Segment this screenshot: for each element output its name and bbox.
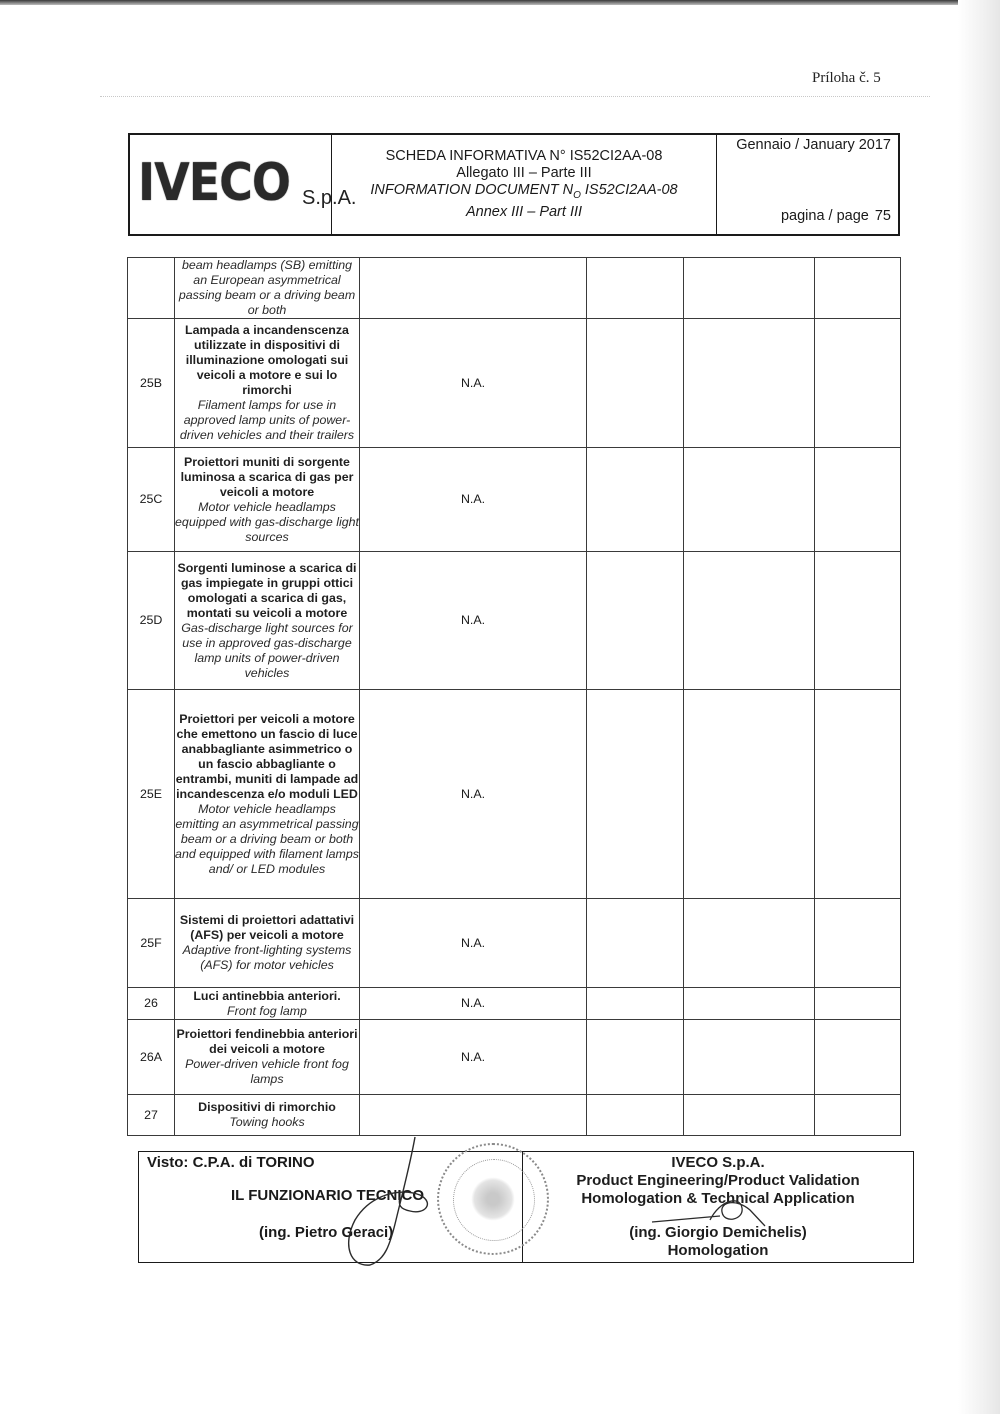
row-cell-c: [815, 448, 901, 552]
description-en: Motor vehicle headlamps emitting an asymmetrical passing beam or a driving beam or both and equipped with filament lamps and/ or LED modules: [175, 801, 359, 876]
table-row: [128, 552, 901, 690]
row-id: 25C: [128, 448, 175, 552]
page-indicator: [781, 208, 891, 224]
row-cell-b: [684, 899, 815, 988]
row-cell-a: [587, 258, 684, 319]
row-cell-b: [684, 319, 815, 448]
row-description: [175, 319, 360, 448]
table-row: [128, 258, 901, 319]
table-row: [128, 899, 901, 988]
manufacturer-signatory-role: Homologation: [667, 1242, 769, 1259]
logo-suffix: S.p.A.: [302, 187, 357, 209]
annex-label: Príloha č. 5: [812, 70, 881, 86]
description-it: Sistemi di proiettori adattativi (AFS) per veicoli a motore: [179, 913, 355, 942]
row-cell-c: [815, 899, 901, 988]
manufacturer-company: IVECO S.p.A.: [671, 1154, 765, 1171]
dotted-rule: [100, 96, 930, 97]
description-it: Proiettori fendinebbia anteriori dei veicoli a motore: [176, 1027, 358, 1056]
manufacturer-dept-1: Product Engineering/Product Validation: [576, 1172, 860, 1189]
row-id: 25F: [128, 899, 175, 988]
row-description: [175, 258, 360, 319]
row-cell-a: [587, 448, 684, 552]
row-cell-a: [587, 690, 684, 899]
official-stamp-icon: [437, 1143, 549, 1255]
page-label: pagina / page: [780, 208, 869, 224]
row-description: [175, 988, 360, 1020]
approval-role: IL FUNZIONARIO TECNICO: [231, 1187, 425, 1204]
description-en: beam headlamps (SB) emitting an European asymmetrical passing beam or a driving beam or both: [178, 258, 356, 317]
document-title: [332, 135, 717, 234]
row-description: [175, 1095, 360, 1136]
document-header: [128, 133, 900, 236]
description-en: Power-driven vehicle front fog lamps: [185, 1057, 349, 1086]
row-value: N.A.: [360, 899, 587, 988]
description-it: Luci antinebbia anteriori.: [193, 988, 341, 1003]
row-cell-c: [815, 988, 901, 1020]
row-cell-a: [587, 899, 684, 988]
row-cell-a: [587, 1095, 684, 1136]
row-description: [175, 552, 360, 690]
row-cell-a: [587, 1020, 684, 1095]
row-cell-a: [587, 988, 684, 1020]
row-value: [360, 258, 587, 319]
row-description: [175, 690, 360, 899]
iveco-logo: IVECO: [138, 152, 291, 213]
row-cell-c: [815, 258, 901, 319]
description-it: Proiettori muniti di sorgente luminosa a scarica di gas per veicoli a motore: [180, 454, 354, 499]
title-line-1: SCHEDA INFORMATIVA N° IS52CI2AA-08: [385, 148, 663, 164]
approval-visto: Visto: C.P.A. di TORINO: [147, 1154, 315, 1171]
manufacturer-signatory: (ing. Giorgio Demichelis): [629, 1224, 807, 1241]
row-value: N.A.: [360, 690, 587, 899]
row-value: N.A.: [360, 448, 587, 552]
row-cell-a: [587, 552, 684, 690]
row-description: [175, 899, 360, 988]
manufacturer-approval-box: [522, 1151, 914, 1263]
row-cell-b: [684, 1020, 815, 1095]
description-en: Front fog lamp: [227, 1003, 307, 1018]
title-line-4: Annex III – Part III: [465, 203, 583, 220]
description-en: Adaptive front-lighting systems (AFS) for motor vehicles: [182, 943, 352, 972]
title-line-2: Allegato III – Parte III: [456, 165, 592, 181]
row-value: N.A.: [360, 988, 587, 1020]
title-line-3-tail: IS52CI2AA-08: [580, 182, 678, 198]
table-row: [128, 319, 901, 448]
row-id: 27: [128, 1095, 175, 1136]
approval-name: (ing. Pietro Geraci): [259, 1224, 394, 1241]
scan-edge-top: [0, 0, 1000, 5]
row-id: 25B: [128, 319, 175, 448]
row-cell-c: [815, 1095, 901, 1136]
table-row: [128, 1020, 901, 1095]
row-value: N.A.: [360, 552, 587, 690]
description-en: Motor vehicle headlamps equipped with gas-discharge light sources: [175, 499, 359, 544]
row-cell-b: [684, 690, 815, 899]
description-en: Gas-discharge light sources for use in approved gas-discharge lamp units of power-driven vehicles: [181, 620, 353, 680]
description-en: Towing hooks: [229, 1115, 305, 1129]
row-cell-a: [587, 319, 684, 448]
document-date: Gennaio / January 2017: [736, 137, 891, 153]
row-id: [128, 258, 175, 319]
row-cell-b: [684, 552, 815, 690]
description-it: Sorgenti luminose a scarica di gas impiegate in gruppi ottici omologati a scarica di gas, montati su veicoli a motore: [177, 560, 357, 620]
description-it: Proiettori per veicoli a motore che emettono un fascio di luce anabbagliante asimmetrico o un fascio abbagliante o entrambi, muniti di lampade ad incandescenza e/o moduli LED: [175, 711, 359, 801]
spec-table: [127, 257, 901, 1136]
row-cell-b: [684, 258, 815, 319]
description-it: Lampada a incandenscenza utilizzate in dispositivi di illuminazione omologati sui veicoli a motore e sui lo rimorchi: [185, 323, 349, 397]
manufacturer-dept-2: Homologation & Technical Application: [581, 1190, 855, 1207]
table-row: [128, 1095, 901, 1136]
row-cell-c: [815, 1020, 901, 1095]
row-id: 26: [128, 988, 175, 1020]
logo-cell: [130, 135, 357, 234]
meta-cell: [717, 135, 898, 234]
row-cell-b: [684, 1095, 815, 1136]
row-cell-b: [684, 448, 815, 552]
row-value: [360, 1095, 587, 1136]
title-line-3-main: INFORMATION DOCUMENT N: [370, 182, 574, 198]
row-cell-c: [815, 690, 901, 899]
description-it: Dispositivi di rimorchio: [198, 1100, 336, 1114]
row-value: N.A.: [360, 1020, 587, 1095]
description-en: Filament lamps for use in approved lamp units of power-driven vehicles and their trailers: [179, 398, 355, 442]
title-line-3-sub: O: [573, 189, 581, 201]
title-line-3: [332, 182, 716, 204]
row-id: 25E: [128, 690, 175, 899]
row-cell-c: [815, 552, 901, 690]
row-description: [175, 1020, 360, 1095]
scan-edge-right: [958, 0, 1000, 1414]
table-row: [128, 690, 901, 899]
page-number: 75: [874, 208, 891, 224]
row-id: 25D: [128, 552, 175, 690]
row-cell-b: [684, 988, 815, 1020]
row-value: N.A.: [360, 319, 587, 448]
row-id: 26A: [128, 1020, 175, 1095]
row-cell-c: [815, 319, 901, 448]
table-row: [128, 988, 901, 1020]
table-row: [128, 448, 901, 552]
row-description: [175, 448, 360, 552]
